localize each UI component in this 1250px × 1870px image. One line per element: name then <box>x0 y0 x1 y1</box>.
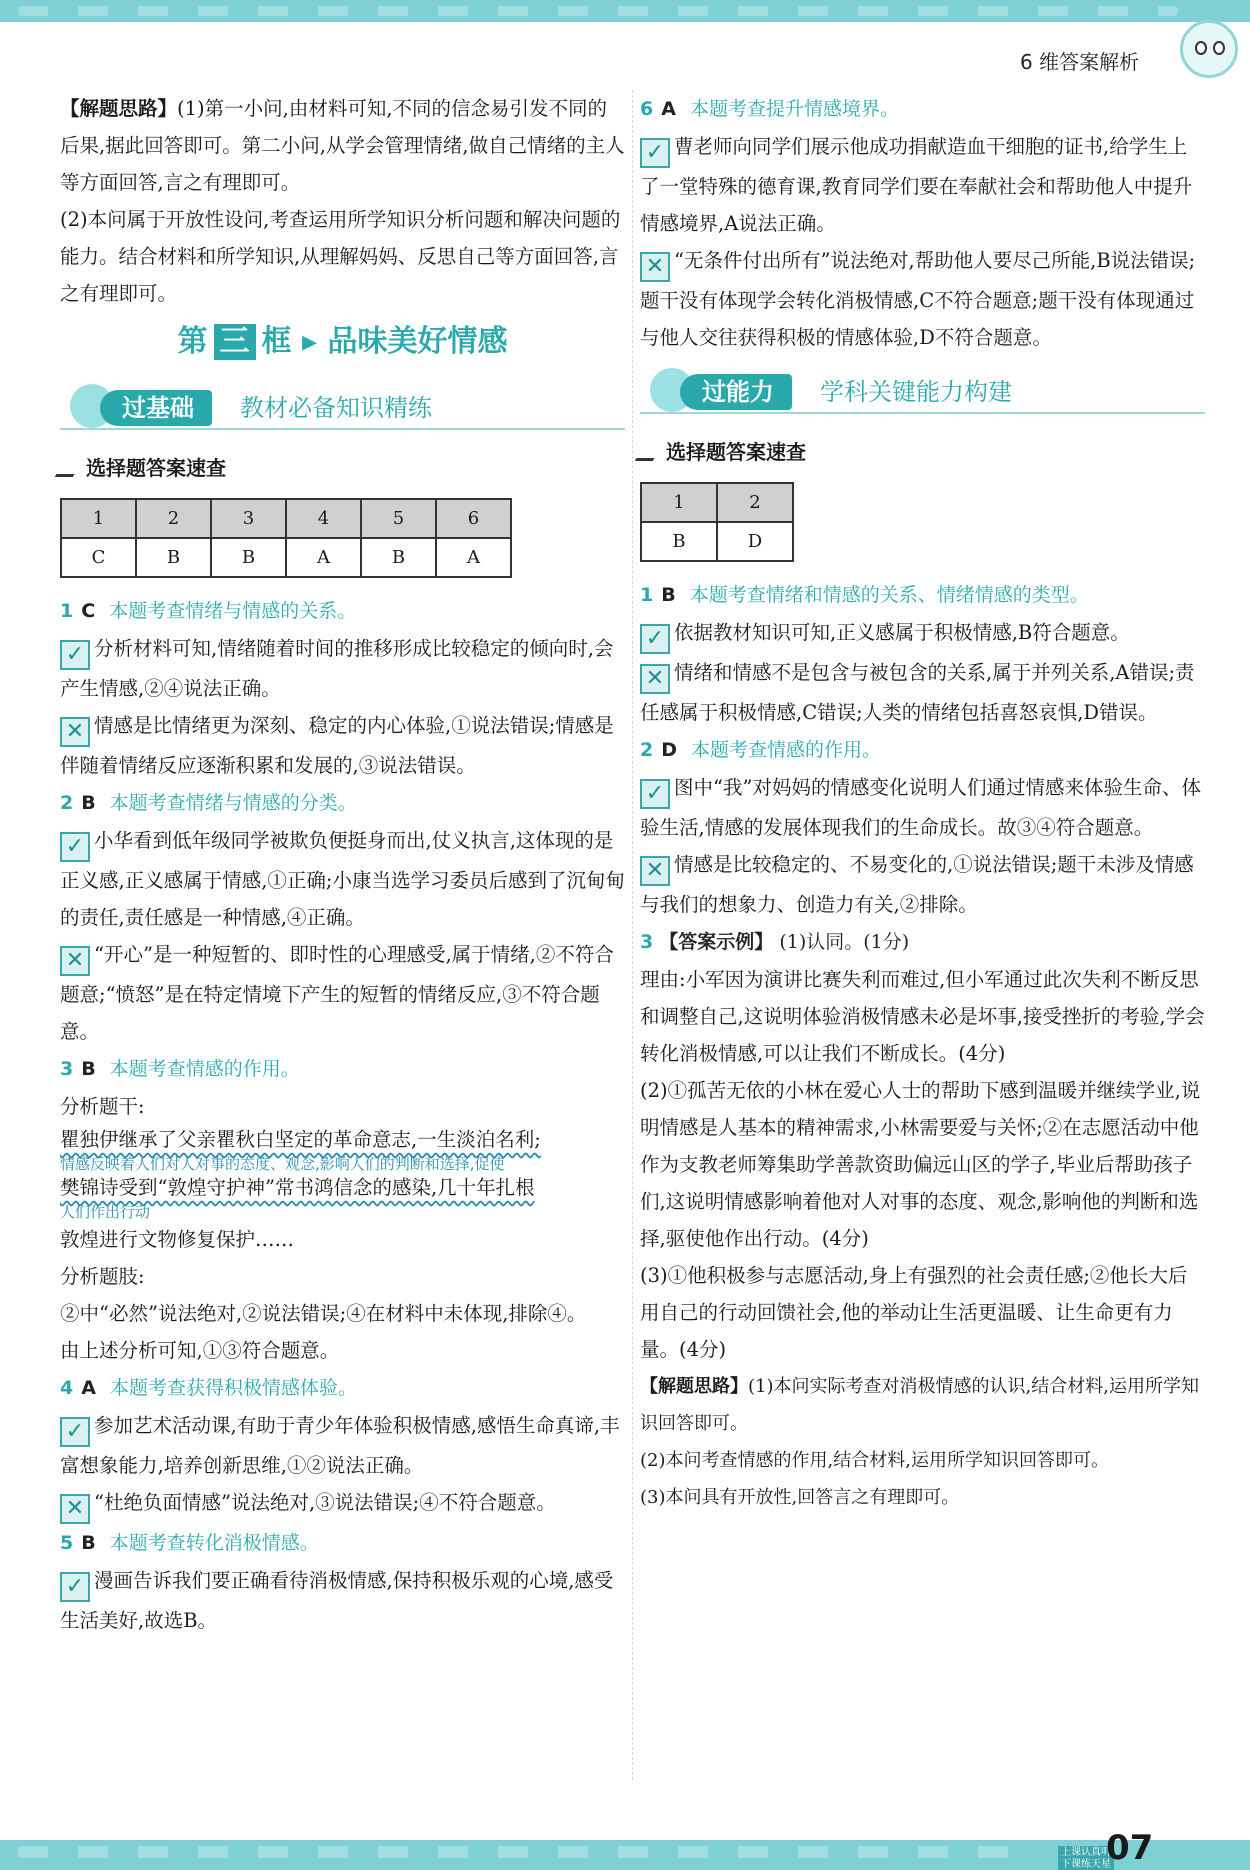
q3-annot1: 情感反映着人们对人对事的态度、观念,影响人们的判断和选择,促使 <box>60 1155 505 1173</box>
cross-icon: ✕ <box>640 252 670 282</box>
q4-right: ✓ 参加艺术活动课,有助于青少年体验积极情感,感悟生命真谛,丰富想象能力,培养创新思维,①②说法正确。 <box>60 1414 620 1477</box>
r-q3-s2: (2)本问考查情感的作用,结合材料,运用所学知识回答即可。 <box>640 1450 1109 1471</box>
q3-l1: 分析题干: <box>60 1095 145 1118</box>
check-icon: ✓ <box>640 138 670 168</box>
q3-head: 3 B 本题考查情感的作用。 <box>60 1058 300 1080</box>
q6-right: ✓ 曹老师向同学们展示他成功捐献造血干细胞的证书,给学生上了一堂特殊的德育课,教育同学们要在奉献社会和帮助他人中提升情感境界,A说法正确。 <box>640 135 1193 235</box>
r-q1-wrong: ✕ 情绪和情感不是包含与被包含的关系,属于并列关系,A错误;责任感属于积极情感,C错误;人类的情绪包括喜怒哀惧,D错误。 <box>640 661 1195 724</box>
cross-icon: ✕ <box>60 946 90 976</box>
q3-l7: 由上述分析可知,①③符合题意。 <box>60 1339 340 1362</box>
left-column <box>60 90 625 1639</box>
q2-wrong: ✕ “开心”是一种短暂的、即时性的心理感受,属于情绪,②不符合题意;“愤怒”是在特定情境下产生的短暂的情绪反应,③不符合题意。 <box>60 943 614 1043</box>
pencil-icon <box>55 459 83 477</box>
check-icon: ✓ <box>60 640 90 670</box>
q6-wrong: ✕ “无条件付出所有”说法绝对,帮助他人要尽己所能,B说法错误;题干没有体现学会转化消极情感,C不符合题意;题干没有体现通过与他人交往获得积极的情感体验,D不符合题意。 <box>640 249 1196 349</box>
q1-wrong: ✕ 情感是比情绪更为深刻、稳定的内心体验,①说法错误;情感是伴随着情绪反应逐渐积累和发展的,③说法错误。 <box>60 714 614 777</box>
q3-l2: 瞿独伊继承了父亲瞿秋白坚定的革命意志,一生淡泊名利; <box>60 1128 541 1151</box>
answer-check-title: 选择题答案速查 <box>60 446 625 490</box>
footer-tag: 上课认真听 下课练天星 <box>1058 1846 1114 1870</box>
intro-p2: (2)本问属于开放性设问,考查运用所学知识分析问题和解决问题的能力。结合材料和所学知识,从理解妈妈、反思自己等方面回答,言之有理即可。 <box>60 208 621 305</box>
check-icon: ✓ <box>60 832 90 862</box>
answer-table: 1 2 3 4 5 6 C B B A B A <box>60 498 512 578</box>
r-q3-p1: 理由:小军因为演讲比赛失利而难过,但小军通过此次失利不断反思和调整自己,这说明体验消极情感未必是坏事,接受挫折的考验,学会转化消极情感,可以让我们不断成长。(4分) <box>640 968 1205 1065</box>
q1-right: ✓ 分析材料可知,情绪随着时间的推移形成比较稳定的倾向时,会产生情感,②④说法正确。 <box>60 637 614 700</box>
r-q3-p3: (3)①他积极参与志愿活动,身上有强烈的社会责任感;②他长大后用自己的行动回馈社会,他的举动让生活更温暖、让生命更有力量。(4分) <box>640 1264 1188 1361</box>
q4-head: 4 A 本题考查获得积极情感体验。 <box>60 1377 357 1399</box>
banner-basic: 过基础 教材必备知识精练 <box>60 376 625 440</box>
q5-right: ✓ 漫画告诉我们要正确看待消极情感,保持积极乐观的心境,感受生活美好,故选B。 <box>60 1569 614 1632</box>
q2-right: ✓ 小华看到低年级同学被欺负便挺身而出,仗义执言,这体现的是正义感,正义感属于情感,①正确;小康当选学习委员后感到了沉甸甸的责任,责任感是一种情感,④正确。 <box>60 829 625 929</box>
q3-l6: ②中“必然”说法绝对,②说法错误;④在材料中未体现,排除④。 <box>60 1302 587 1325</box>
answer-check-title-2: 选择题答案速查 <box>640 430 1205 474</box>
r-q2-right: ✓ 图中“我”对妈妈的情感变化说明人们通过情感来体验生命、体验生活,情感的发展体现我们的生命成长。故③④符合题意。 <box>640 776 1201 839</box>
r-q3-s3: (3)本问具有开放性,回答言之有理即可。 <box>640 1487 960 1508</box>
q4-wrong: ✕ “杜绝负面情感”说法绝对,③说法错误;④不符合题意。 <box>60 1484 625 1524</box>
r-q1-right: ✓ 依据教材知识可知,正义感属于积极情感,B符合题意。 <box>640 614 1205 654</box>
q5-head: 5 B 本题考查转化消极情感。 <box>60 1532 319 1554</box>
answer-table-2: 1 2 B D <box>640 482 794 562</box>
q1-head: 1 C 本题考查情绪与情感的关系。 <box>60 600 357 622</box>
banner-ability: 过能力 学科关键能力构建 <box>640 360 1205 424</box>
q3-l4: 敦煌进行文物修复保护…… <box>60 1228 295 1251</box>
r-q1-head: 1 B 本题考查情绪和情感的关系、情绪情感的类型。 <box>640 584 1089 606</box>
r-q3-s1: 【解题思路】(1)本问实际考查对消极情感的认识,结合材料,运用所学知识回答即可。 <box>640 1376 1199 1434</box>
section-title: 第 三 框 ▸ 品味美好情感 <box>177 324 508 359</box>
check-icon: ✓ <box>60 1417 90 1447</box>
cross-icon: ✕ <box>640 664 670 694</box>
r-q2-head: 2 D 本题考查情感的作用。 <box>640 739 882 761</box>
check-icon: ✓ <box>640 624 670 654</box>
cross-icon: ✕ <box>60 717 90 747</box>
page-number: 07 <box>1106 1828 1154 1868</box>
pencil-icon <box>635 443 663 461</box>
q6-head: 6 A 本题考查提升情感境界。 <box>640 98 899 120</box>
q3-l3: 樊锦诗受到“敦煌守护神”常书鸿信念的感染,几十年扎根 <box>60 1176 535 1199</box>
check-icon: ✓ <box>640 779 670 809</box>
intro-p1: 【解题思路】(1)第一小问,由材料可知,不同的信念易引发不同的后果,据此回答即可。第二小问,从学会管理情绪,做自己情绪的主人等方面回答,言之有理即可。 <box>60 97 625 194</box>
cross-icon: ✕ <box>640 856 670 886</box>
r-q3-head: 3 【答案示例】 (1)认同。(1分) <box>640 931 910 953</box>
bottom-band-pattern <box>18 1846 1018 1858</box>
right-column <box>640 90 1205 1516</box>
q3-l5: 分析题肢: <box>60 1265 145 1288</box>
q3-annot2: 人们作出行动 <box>60 1203 151 1221</box>
r-q3-p2: (2)①孤苦无依的小林在爱心人士的帮助下感到温暖并继续学业,说明情感是人基本的精神需求,小林需要爱与关怀;②在志愿活动中他作为支教老师筹集助学善款资助偏远山区的学子,毕业后帮助孩子们,这说明情感影响着他对人对事的态度、观念,影响他的判断和选择,驱使他作出行动。(4分) <box>640 1079 1201 1250</box>
header-label: 6 维答案解析 <box>1020 50 1140 74</box>
q2-head: 2 B 本题考查情绪与情感的分类。 <box>60 792 357 814</box>
cross-icon: ✕ <box>60 1494 90 1524</box>
check-icon: ✓ <box>60 1572 90 1602</box>
r-q2-wrong: ✕ 情感是比较稳定的、不易变化的,①说法错误;题干未涉及情感与我们的想象力、创造力有关,②排除。 <box>640 853 1194 916</box>
column-divider <box>632 90 633 1780</box>
mascot-icon <box>1180 20 1238 78</box>
top-band-pattern <box>18 6 1178 16</box>
